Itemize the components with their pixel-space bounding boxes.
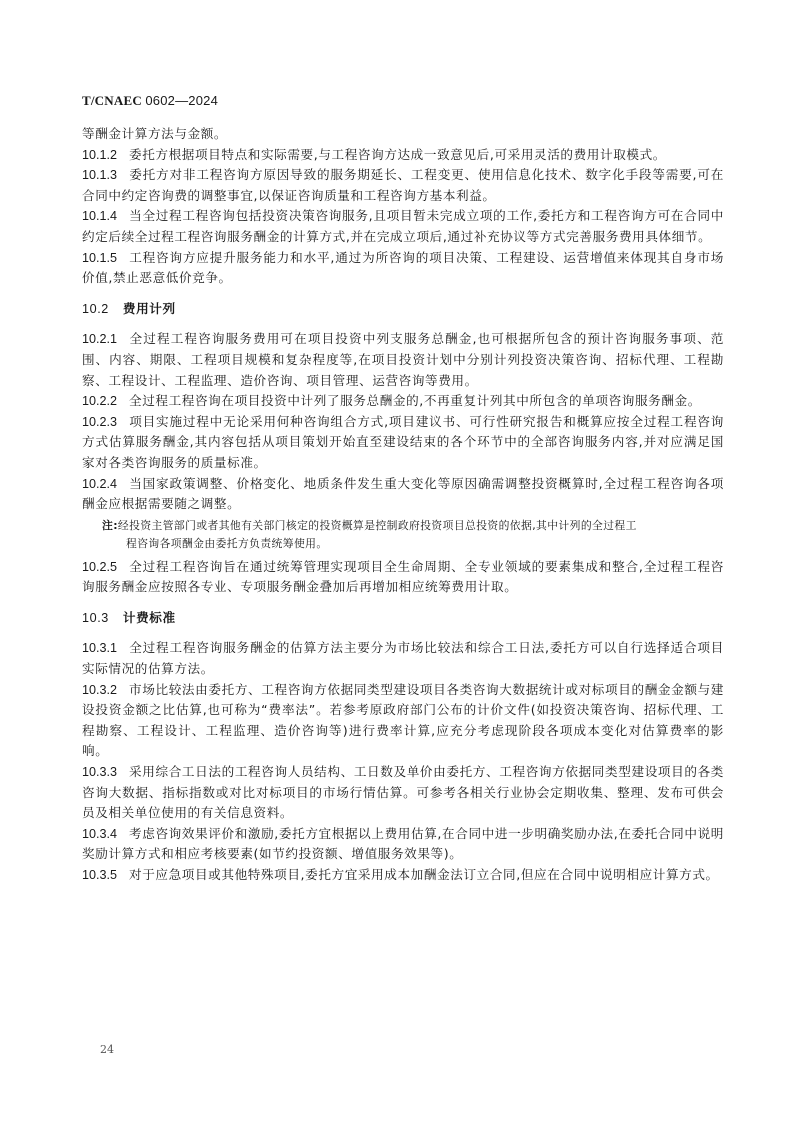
clause-10-2-3 (82, 412, 724, 474)
continuation-text: 等酬金计算方法与金额。 (82, 126, 228, 141)
clause-number: 10.3.4 (82, 826, 118, 841)
clause-text: 对于应急项目或其他特殊项目,委托方宜采用成本加酬金法订立合同,但应在合同中说明相应计算方式。 (129, 867, 719, 882)
clause-10-2-1 (82, 329, 724, 391)
clause-10-2-2 (82, 391, 724, 412)
clause-number: 10.3.1 (82, 641, 118, 656)
clause-10-3-1 (82, 638, 724, 679)
note-line-2: 程咨询各项酬金由委托方负责统筹使用。 (126, 536, 328, 550)
clause-text: 当国家政策调整、价格变化、地质条件发生重大变化等原因确需调整投资概算时,全过程工程咨询各项酬金应根据需要随之调整。 (82, 475, 724, 512)
clause-text: 全过程工程咨询服务酬金的估算方法主要分为市场比较法和综合工日法,委托方可以自行选择适合项目实际情况的估算方法。 (82, 640, 724, 677)
clause-text: 委托方对非工程咨询方原因导致的服务期延长、工程变更、使用信息化技术、数字化手段等需要,可在合同中约定咨询费的调整事宜,以保证咨询质量和工程咨询方基本利益。 (82, 167, 724, 203)
section-heading-10-2 (82, 299, 724, 320)
clause-10-1-4 (82, 206, 724, 247)
clause-text: 当全过程工程咨询包括投资决策咨询服务,且项目暂未完成立项的工作,委托方和工程咨询方可在合同中约定后续全过程工程咨询服务酬金的计算方式,并在完成立项后,通过补充协议等方式完善服务费用具体细节。 (82, 208, 724, 244)
clause-10-2-5 (82, 557, 724, 598)
clause-text: 项目实施过程中无论采用何种咨询组合方式,项目建议书、可行性研究报告和概算应按全过程工程咨询方式估算服务酬金,其内容包括从项目策划开始直至建设结束的各个环节中的全部咨询服务内容,并对应满足国家对各类咨询服务的质量标准。 (82, 413, 724, 470)
clause-10-3-2 (82, 680, 724, 762)
document-body (82, 124, 724, 886)
section-number: 10.3 (82, 610, 109, 625)
section-number: 10.2 (82, 301, 109, 316)
clause-number: 10.2.2 (82, 394, 118, 409)
clause-number: 10.3.5 (82, 868, 118, 882)
section-heading-10-3 (82, 608, 724, 629)
clause-text: 工程咨询方应提升服务能力和水平,通过为所咨询的项目决策、工程建设、运营增值来体现其自身市场价值,禁止恶意低价竞争。 (82, 249, 724, 286)
section-title: 费用计列 (122, 300, 176, 316)
note (82, 517, 724, 553)
clause-number: 10.2.3 (82, 414, 118, 429)
clause-text: 委托方根据项目特点和实际需要,与工程咨询方达成一致意见后,可采用灵活的费用计取模式。 (129, 146, 666, 162)
clause-10-3-4 (82, 824, 724, 865)
note-line-1: 经投资主管部门或者其他有关部门核定的投资概算是控制政府投资项目总投资的依据,其中计列的全过程工 (117, 518, 637, 532)
clause-number: 10.2.1 (82, 332, 118, 347)
clause-number: 10.1.4 (82, 209, 118, 224)
clause-number: 10.1.3 (82, 168, 118, 183)
clause-number: 10.3.3 (82, 765, 118, 780)
clause-text: 全过程工程咨询旨在通过统筹管理实现项目全生命周期、全专业领域的要素集成和整合,全过程工程咨询服务酬金应按照各专业、专项服务酬金叠加后再增加相应统筹费用计取。 (82, 558, 724, 595)
clause-text: 考虑咨询效果评价和激励,委托方宜根据以上费用估算,在合同中进一步明确奖励办法,在委托合同中说明奖励计算方式和相应考核要素(如节约投资额、增值服务效果等)。 (82, 825, 724, 862)
clause-text: 全过程工程咨询服务费用可在项目投资中列支服务总酬金,也可根据所包含的预计咨询服务事项、范围、内容、期限、工程项目规模和复杂程度等,在项目投资计划中分别计列投资决策咨询、招标代理、工程勘察、工程设计、工程监理、造价咨询、项目管理、运营咨询等费用。 (82, 331, 724, 388)
page-number: 24 (100, 1043, 114, 1056)
clause-10-3-3 (82, 762, 724, 824)
standard-code-header (82, 93, 218, 109)
section-title: 计费标准 (122, 609, 176, 625)
clause-number: 10.1.2 (82, 147, 118, 162)
standard-number: 0602—2024 (145, 93, 219, 108)
clause-10-1-3 (82, 165, 724, 206)
standard-code: T/CNAEC (82, 93, 142, 108)
clause-text: 全过程工程咨询在项目投资中计列了服务总酬金的,不再重复计列其中所包含的单项咨询服务酬金。 (129, 393, 701, 409)
clause-number: 10.3.2 (82, 682, 118, 697)
clause-10-3-5 (82, 865, 724, 886)
clause-number: 10.2.5 (82, 559, 118, 574)
clause-number: 10.1.5 (82, 250, 118, 265)
clause-10-2-4 (82, 474, 724, 515)
clause-number: 10.2.4 (82, 476, 118, 491)
clause-text: 采用综合工日法的工程咨询人员结构、工日数及单价由委托方、工程咨询方依据同类型建设项目的各类咨询大数据、指标指数或对比对标项目的市场行情估算。可参考各相关行业协会定期收集、整理、发布可供会员及相关单位使用的有关信息资料。 (82, 764, 724, 821)
clause-10-1-2 (82, 145, 724, 166)
clause-text: 市场比较法由委托方、工程咨询方依据同类型建设项目各类咨询大数据统计或对标项目的酬金金额与建设投资金额之比估算,也可称为“费率法”。若参考原政府部门公布的计价文件(如投资决策咨询、招标代理、工程勘察、工程设计、工程监理、造价咨询等)进行费率计算,应充分考虑现阶段各项成本变化对估算费率的影响。 (82, 681, 724, 759)
clause-10-1-5 (82, 248, 724, 289)
note-label: 注: (102, 518, 118, 532)
